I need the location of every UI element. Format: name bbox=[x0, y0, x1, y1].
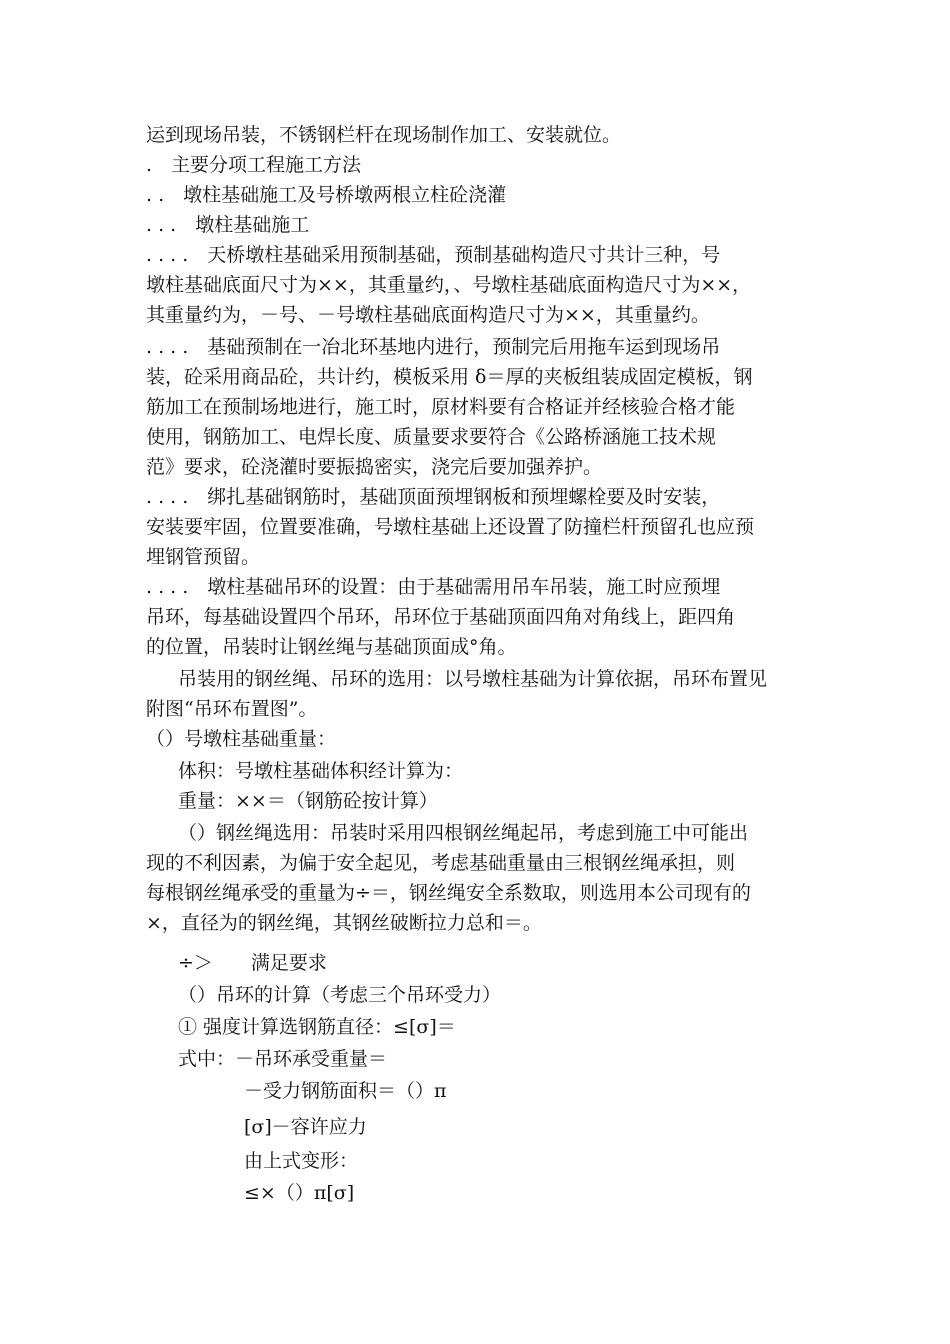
paragraph-line: 其重量约为，－号、－号墩柱基础底面构造尺寸为××，其重量约。 bbox=[146, 304, 710, 326]
paragraph-line: . . . . 天桥墩柱基础采用预制基础，预制基础构造尺寸共计三种，号 bbox=[146, 244, 721, 266]
paragraph-line: 墩柱基础底面尺寸为××，其重量约，、号墩柱基础底面构造尺寸为××， bbox=[146, 274, 752, 296]
paragraph-line: 吊环，每基础设置四个吊环，吊环位于基础顶面四角对角线上，距四角 bbox=[146, 606, 736, 628]
section-heading: . 主要分项工程施工方法 bbox=[146, 154, 362, 176]
paragraph-line: 装，砼采用商品砼，共计约，模板采用 δ＝厚的夹板组装成固定模板，钢 bbox=[146, 366, 753, 388]
formula-line: ① 强度计算选钢筋直径：≤[σ]＝ bbox=[178, 1016, 456, 1038]
paragraph-line: 附图“吊环布置图”。 bbox=[146, 698, 318, 720]
paragraph-line: ÷＞ 满足要求 bbox=[178, 952, 327, 974]
paragraph-line: 范》要求，砼浇灌时要振捣密实，浇完后要加强养护。 bbox=[146, 456, 603, 478]
paragraph-line: ×，直径为的钢丝绳，其钢丝破断拉力总和＝。 bbox=[146, 912, 542, 934]
paragraph-line: . . . . 墩柱基础吊环的设置：由于基础需用吊车吊装，施工时应预埋 bbox=[146, 576, 721, 598]
paragraph-line: （）钢丝绳选用：吊装时采用四根钢丝绳起吊，考虑到施工中可能出 bbox=[178, 822, 749, 844]
paragraph-line: 运到现场吊装，不锈钢栏杆在现场制作加工、安装就位。 bbox=[146, 124, 622, 146]
subsubsection-heading: . . . 墩柱基础施工 bbox=[146, 214, 310, 236]
formula-line: [σ]－容许应力 bbox=[244, 1116, 367, 1138]
paragraph-line: 安装要牢固，位置要准确，号墩柱基础上还设置了防撞栏杆预留孔也应预 bbox=[146, 516, 755, 538]
formula-line: 式中：－吊环承受重量＝ bbox=[178, 1048, 388, 1070]
paragraph-line: 使用，钢筋加工、电焊长度、质量要求要符合《公路桥涵施工技术规 bbox=[146, 426, 717, 448]
paragraph-line: 吊装用的钢丝绳、吊环的选用：以号墩柱基础为计算依据，吊环布置见 bbox=[178, 668, 768, 690]
paragraph-line: 现的不利因素，为偏于安全起见，考虑基础重量由三根钢丝绳承担，则 bbox=[146, 852, 736, 874]
paragraph-line: 的位置，吊装时让钢丝绳与基础顶面成°角。 bbox=[146, 636, 517, 658]
paragraph-line: （）吊环的计算（考虑三个吊环受力） bbox=[178, 984, 502, 1006]
formula-line: －受力钢筋面积＝（）π bbox=[244, 1080, 447, 1102]
paragraph-line: （）号墩柱基础重量： bbox=[146, 728, 337, 750]
paragraph-line: . . . . 绑扎基础钢筋时，基础顶面预埋钢板和预埋螺栓要及时安装， bbox=[146, 486, 721, 508]
formula-line: ≤×（）π[σ] bbox=[244, 1182, 355, 1204]
paragraph-line: 筋加工在预制场地进行，施工时，原材料要有合格证并经核验合格才能 bbox=[146, 396, 736, 418]
paragraph-line: . . . . 基础预制在一冶北环基地内进行，预制完后用拖车运到现场吊 bbox=[146, 336, 721, 358]
paragraph-line: 体积：号墩柱基础体积经计算为： bbox=[178, 760, 464, 782]
paragraph-line: 每根钢丝绳承受的重量为÷＝，钢丝绳安全系数取，则选用本公司现有的 bbox=[146, 882, 751, 904]
formula-line: 由上式变形： bbox=[244, 1150, 359, 1172]
paragraph-line: 埋钢管预留。 bbox=[146, 546, 261, 568]
paragraph-line: 重量：××＝（钢筋砼按计算） bbox=[178, 790, 438, 812]
subsection-heading: . . 墩柱基础施工及号桥墩两根立柱砼浇灌 bbox=[146, 184, 507, 206]
